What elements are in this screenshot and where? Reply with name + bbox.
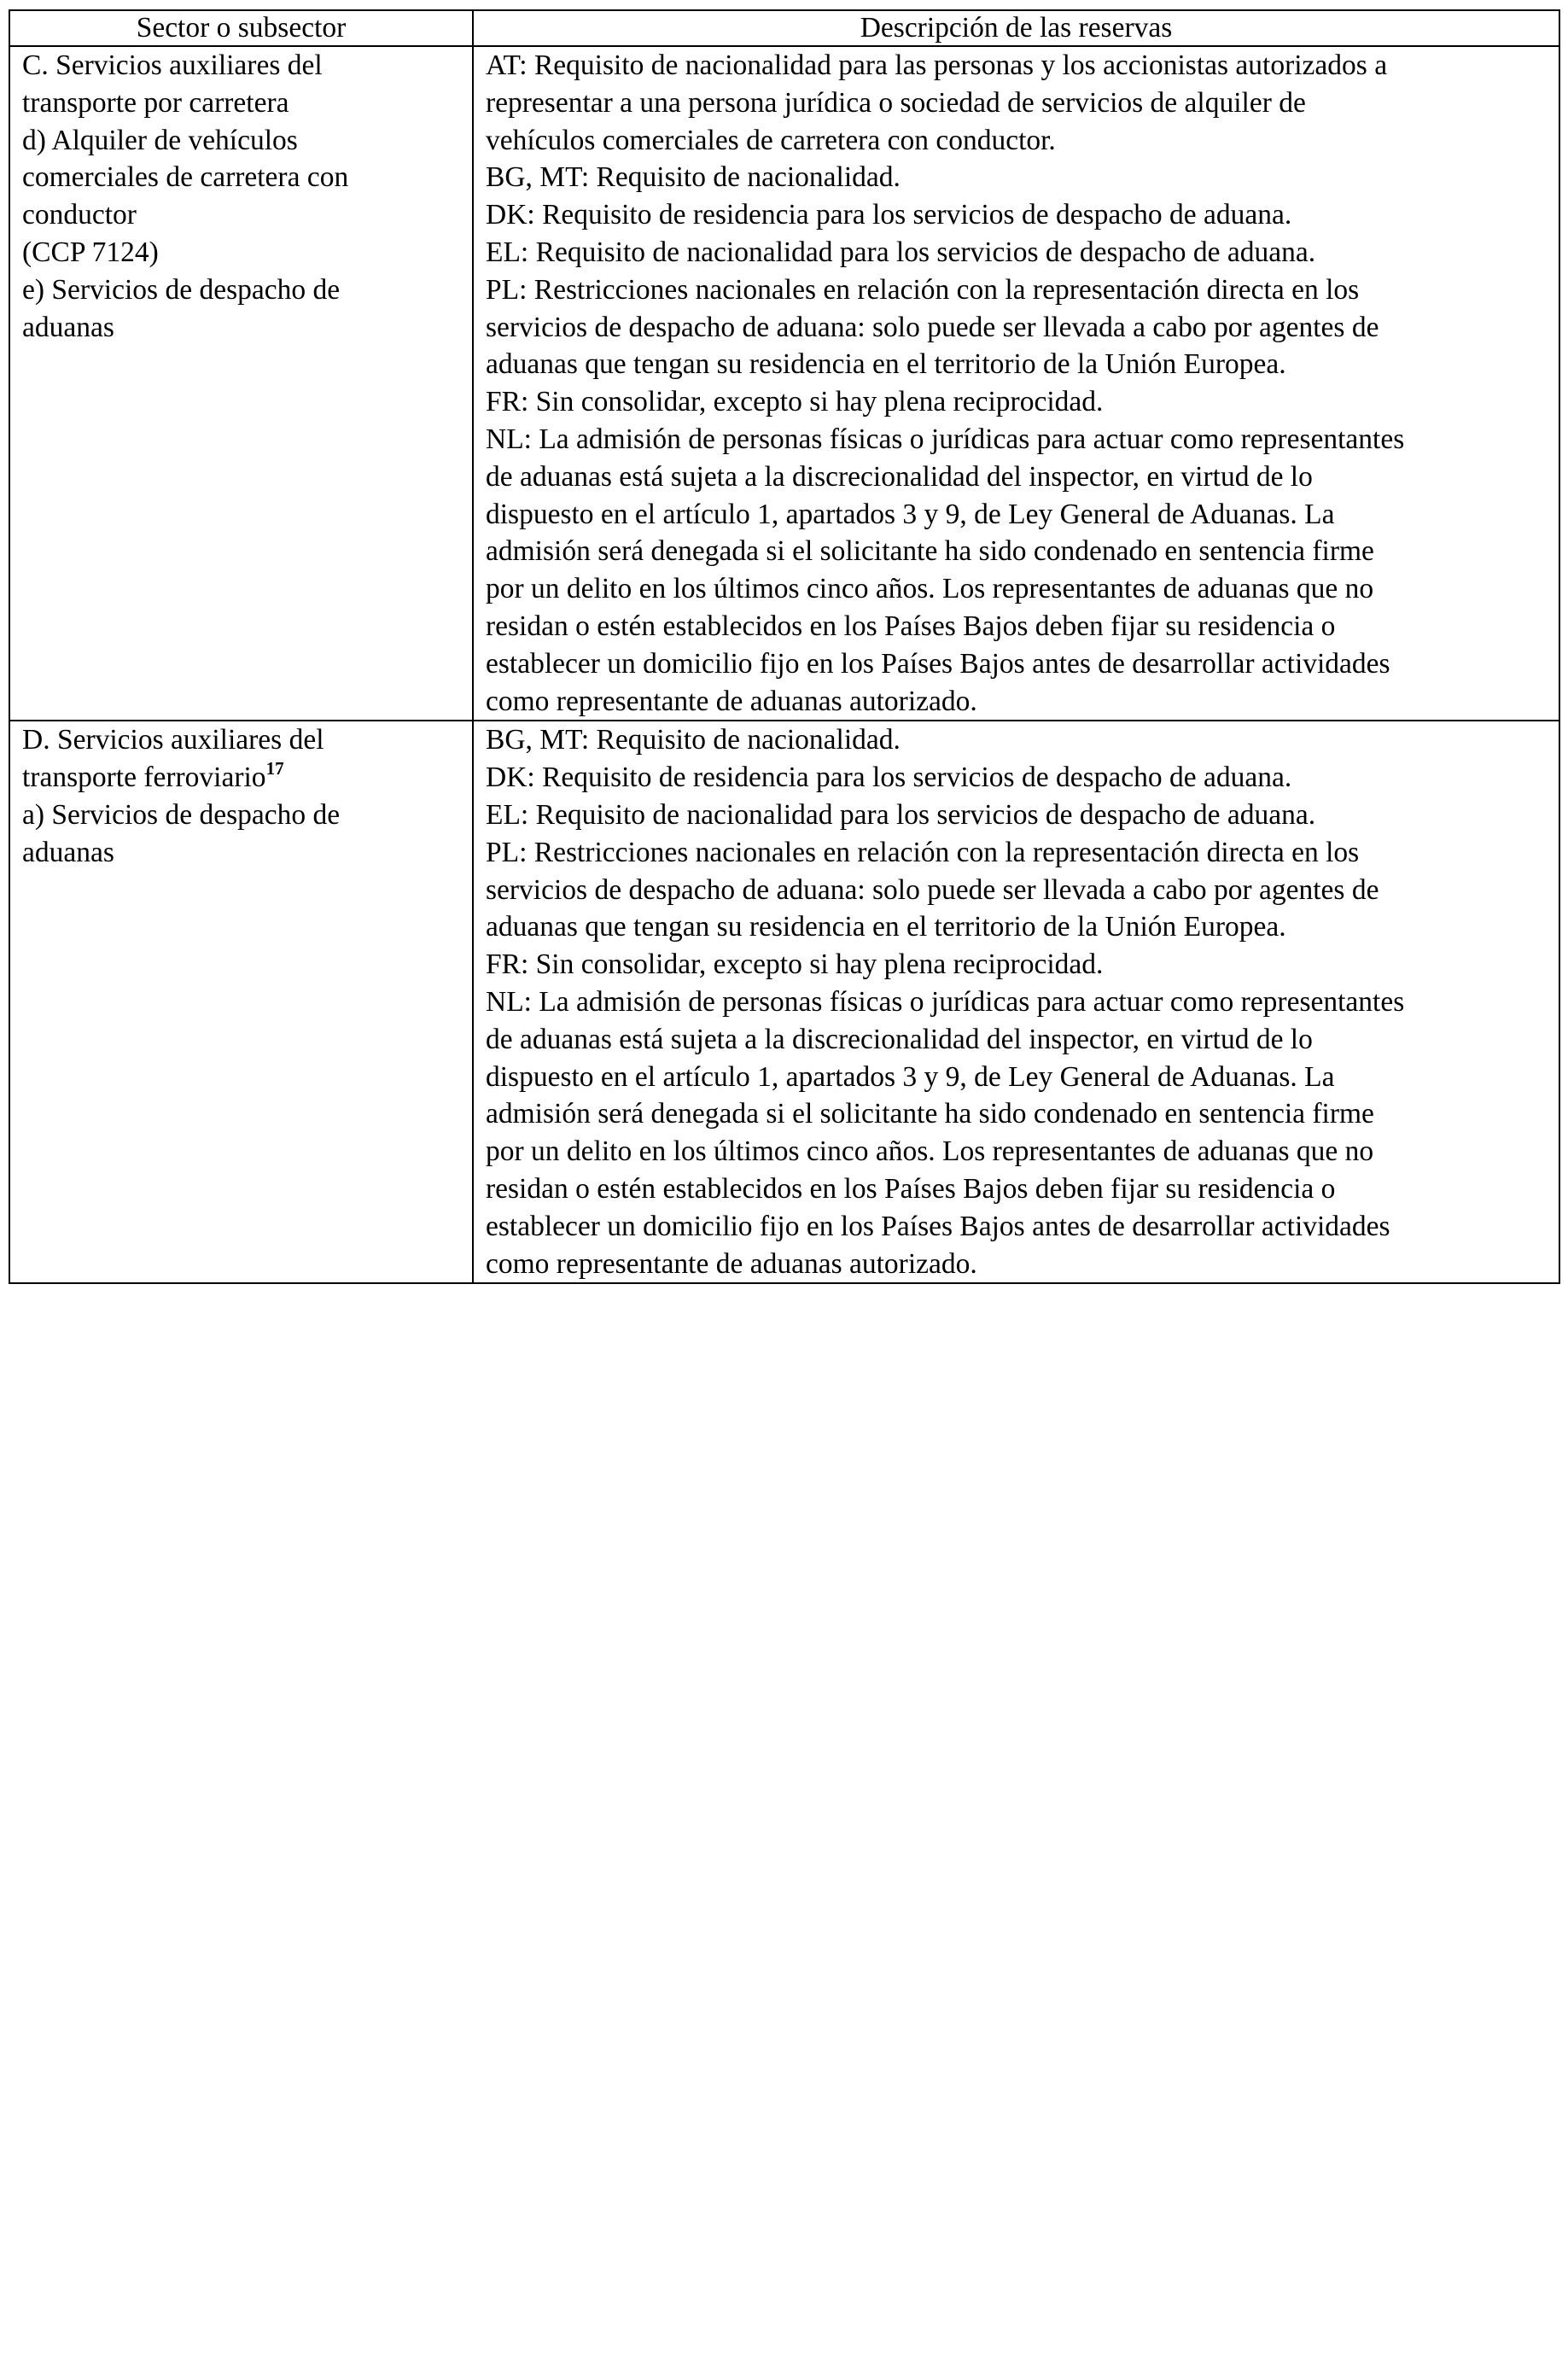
- description-line: PL: Restricciones nacionales en relación con la representación directa en los: [486, 836, 1360, 868]
- description-line: dispuesto en el artículo 1, apartados 3 y 9, de Ley General de Aduanas. La: [486, 1060, 1335, 1093]
- table-row: [9, 721, 1559, 1283]
- description-line: DK: Requisito de residencia para los servicios de despacho de aduana.: [486, 199, 1292, 231]
- description-line: establecer un domicilio fijo en los Países Bajos antes de desarrollar actividades: [486, 1210, 1390, 1242]
- sector-line: (CCP 7124): [22, 236, 159, 268]
- header-description: Descripción de las reservas: [473, 10, 1559, 46]
- sector-line: e) Servicios de despacho de: [22, 273, 341, 306]
- header-sector: Sector o subsector: [9, 10, 473, 46]
- table-header-row: [9, 10, 1559, 46]
- description-line: residan o estén establecidos en los Países Bajos deben fijar su residencia o: [486, 610, 1336, 642]
- sector-cell-rail-transport: [9, 721, 473, 1283]
- description-line: BG, MT: Requisito de nacionalidad.: [486, 724, 901, 756]
- description-line: BG, MT: Requisito de nacionalidad.: [486, 161, 901, 194]
- description-line: NL: La admisión de personas físicas o jurídicas para actuar como representantes: [486, 423, 1405, 455]
- description-line: servicios de despacho de aduana: solo puede ser llevada a cabo por agentes de: [486, 873, 1379, 906]
- description-cell-road-transport: [473, 46, 1559, 721]
- sector-line: conductor: [22, 199, 137, 231]
- description-line: de aduanas está sujeta a la discrecionalidad del inspector, en virtud de lo: [486, 460, 1313, 493]
- reservations-table: [9, 9, 1560, 1284]
- description-line: vehículos comerciales de carretera con conductor.: [486, 124, 1056, 156]
- sector-cell-road-transport: [9, 46, 473, 721]
- sector-line: D. Servicios auxiliares del: [22, 724, 324, 756]
- table-row: [9, 46, 1559, 721]
- sector-line: comerciales de carretera con: [22, 161, 349, 194]
- description-line: EL: Requisito de nacionalidad para los servicios de despacho de aduana.: [486, 798, 1316, 831]
- description-line: servicios de despacho de aduana: solo puede ser llevada a cabo por agentes de: [486, 311, 1379, 343]
- description-line: representar a una persona jurídica o sociedad de servicios de alquiler de: [486, 86, 1306, 119]
- description-line: por un delito en los últimos cinco años. Los representantes de aduanas que no: [486, 1135, 1374, 1168]
- sector-line: a) Servicios de despacho de: [22, 798, 341, 831]
- sector-line-with-footnote: [22, 759, 460, 797]
- description-line: PL: Restricciones nacionales en relación con la representación directa en los: [486, 273, 1360, 306]
- sector-line: d) Alquiler de vehículos: [22, 124, 298, 156]
- description-line: admisión será denegada si el solicitante ha sido condenado en sentencia firme: [486, 1098, 1374, 1130]
- description-line: NL: La admisión de personas físicas o jurídicas para actuar como representantes: [486, 985, 1405, 1018]
- description-line: admisión será denegada si el solicitante ha sido condenado en sentencia firme: [486, 535, 1374, 568]
- description-line: FR: Sin consolidar, excepto si hay plena reciprocidad.: [486, 949, 1104, 981]
- sector-line-text: transporte ferroviario: [22, 762, 266, 794]
- description-line: AT: Requisito de nacionalidad para las personas y los accionistas autorizados a: [486, 50, 1388, 81]
- description-line: por un delito en los últimos cinco años. Los representantes de aduanas que no: [486, 573, 1374, 605]
- description-line: dispuesto en el artículo 1, apartados 3 y 9, de Ley General de Aduanas. La: [486, 498, 1335, 530]
- description-line: EL: Requisito de nacionalidad para los servicios de despacho de aduana.: [486, 236, 1316, 268]
- sector-line: aduanas: [22, 836, 114, 868]
- description-line: de aduanas está sujeta a la discrecionalidad del inspector, en virtud de lo: [486, 1023, 1313, 1055]
- description-line: aduanas que tengan su residencia en el territorio de la Unión Europea.: [486, 911, 1286, 943]
- description-cell-rail-transport: [473, 721, 1559, 1283]
- sector-line: aduanas: [22, 311, 114, 343]
- description-line: establecer un domicilio fijo en los Países Bajos antes de desarrollar actividades: [486, 647, 1390, 680]
- description-line: DK: Requisito de residencia para los servicios de despacho de aduana.: [486, 762, 1292, 794]
- footnote-marker[interactable]: 17: [265, 757, 284, 779]
- description-line: FR: Sin consolidar, excepto si hay plena reciprocidad.: [486, 386, 1104, 418]
- description-line: aduanas que tengan su residencia en el territorio de la Unión Europea.: [486, 348, 1286, 381]
- description-line: residan o estén establecidos en los Países Bajos deben fijar su residencia o: [486, 1172, 1336, 1205]
- description-line: como representante de aduanas autorizado.: [486, 1247, 977, 1280]
- description-line: como representante de aduanas autorizado.: [486, 685, 977, 717]
- sector-line: C. Servicios auxiliares del: [22, 50, 323, 81]
- sector-line: transporte por carretera: [22, 86, 289, 119]
